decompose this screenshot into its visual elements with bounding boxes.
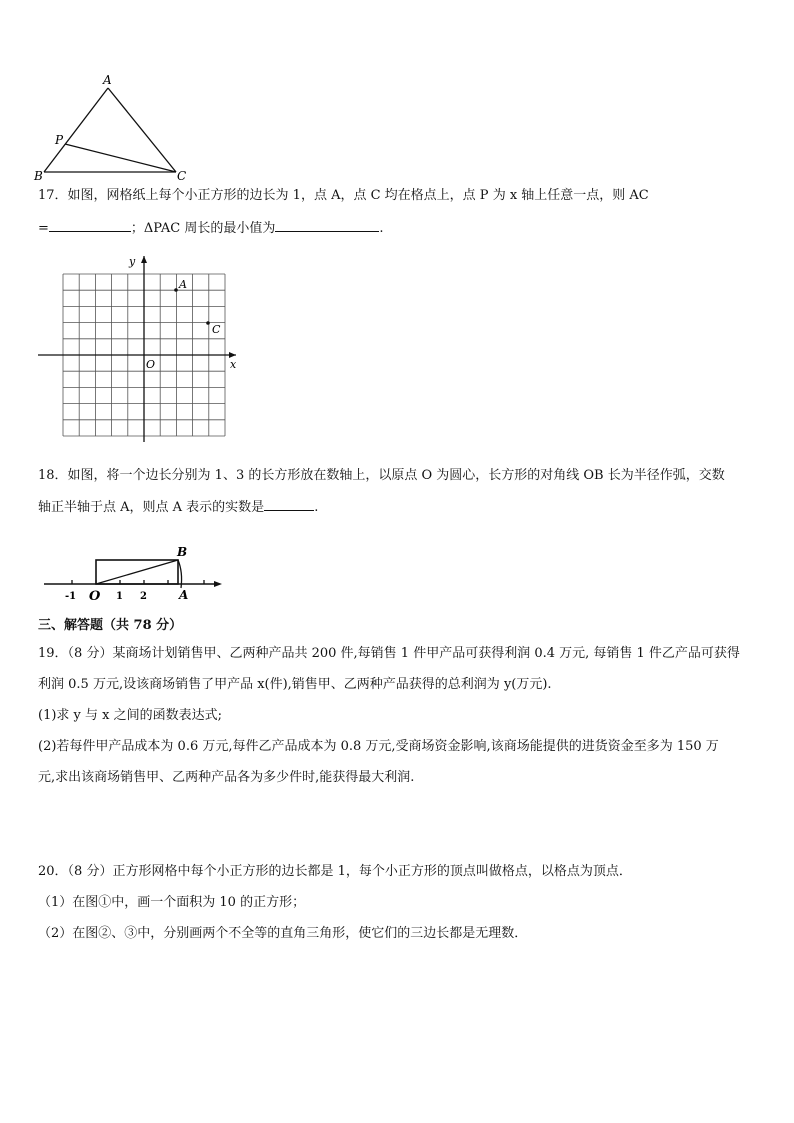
label-B: B: [177, 545, 188, 559]
q17-end: .: [379, 221, 384, 236]
triangle-figure: [30, 70, 200, 185]
label-O: O: [89, 589, 101, 604]
label-A: A: [103, 73, 112, 87]
label-B: B: [34, 169, 43, 183]
label-x: x: [230, 358, 237, 371]
section-heading: 三、解答题（共 78 分）: [38, 618, 183, 633]
q19-part1: (1)求 y 与 x 之间的函数表达式;: [38, 708, 222, 723]
tick-label-1: 1: [116, 591, 123, 602]
q19-text-line1: 19．（8 分）某商场计划销售甲、乙两种产品共 200 件,每销售 1 件甲产品可获得利润 0.4 万元, 每销售 1 件乙产品可获得: [38, 646, 740, 661]
label-y: y: [129, 255, 136, 268]
y-axis-arrow: [141, 256, 147, 263]
q17-text-line1: 17．如图，网格纸上每个小正方形的边长为 1，点 A，点 C 均在格点上，点 P 为 x 轴上任意一点，则 AC: [38, 188, 649, 203]
q18-answer-blank[interactable]: [264, 498, 314, 511]
number-line-arrow: [214, 581, 222, 587]
q18-text-line1: 18．如图，将一个边长分别为 1、3 的长方形放在数轴上，以原点 O 为圆心，长方形的对角线 OB 长为半径作弧，交数: [38, 468, 725, 483]
q19-part2-line1: (2)若每件甲产品成本为 0.6 万元,每件乙产品成本为 0.8 万元,受商场资金影响,该商场能提供的进货资金至多为 150 万: [38, 739, 719, 754]
q17-mid-text: ；ΔPAC 周长的最小值为: [130, 221, 276, 236]
side-AC: [108, 88, 176, 172]
label-A: A: [179, 588, 189, 602]
label-C: C: [212, 323, 221, 336]
tick-label-neg1: -1: [65, 591, 77, 602]
label-C: C: [177, 169, 187, 183]
q17-answer-blank-2[interactable]: [275, 219, 379, 232]
q17-equals: =: [38, 221, 49, 236]
tick-label-2: 2: [140, 591, 147, 602]
q20-part1: （1）在图①中，画一个面积为 10 的正方形；: [38, 895, 306, 910]
q19-part2-line2: 元,求出该商场销售甲、乙两种产品各为多少件时,能获得最大利润.: [38, 770, 415, 785]
q18-end: .: [314, 500, 319, 515]
number-line-figure: [40, 542, 230, 604]
side-AB: [44, 88, 108, 172]
diagonal-OB: [96, 560, 178, 584]
q17-text-line2: [38, 219, 383, 238]
segment-PC: [65, 144, 176, 172]
label-A: A: [179, 278, 187, 291]
label-P: P: [55, 133, 64, 147]
label-origin: O: [146, 358, 156, 371]
q20-text-line1: 20．（8 分）正方形网格中每个小正方形的边长都是 1，每个小正方形的顶点叫做格点，以格点为顶点．: [38, 864, 632, 879]
q19-text-line2: 利润 0.5 万元,设该商场销售了甲产品 x(件),销售甲、乙两种产品获得的总利润为 y(万元).: [38, 677, 552, 692]
q18-text: 轴正半轴于点 A，则点 A 表示的实数是: [38, 500, 265, 515]
point-A: [174, 288, 178, 292]
q18-text-line2: [38, 498, 318, 517]
q17-answer-blank-1[interactable]: [49, 219, 131, 232]
point-C: [206, 321, 210, 325]
q20-part2: （2）在图②、③中，分别画两个不全等的直角三角形，使它们的三边长都是无理数．: [38, 926, 528, 941]
grid-figure: [36, 252, 246, 448]
